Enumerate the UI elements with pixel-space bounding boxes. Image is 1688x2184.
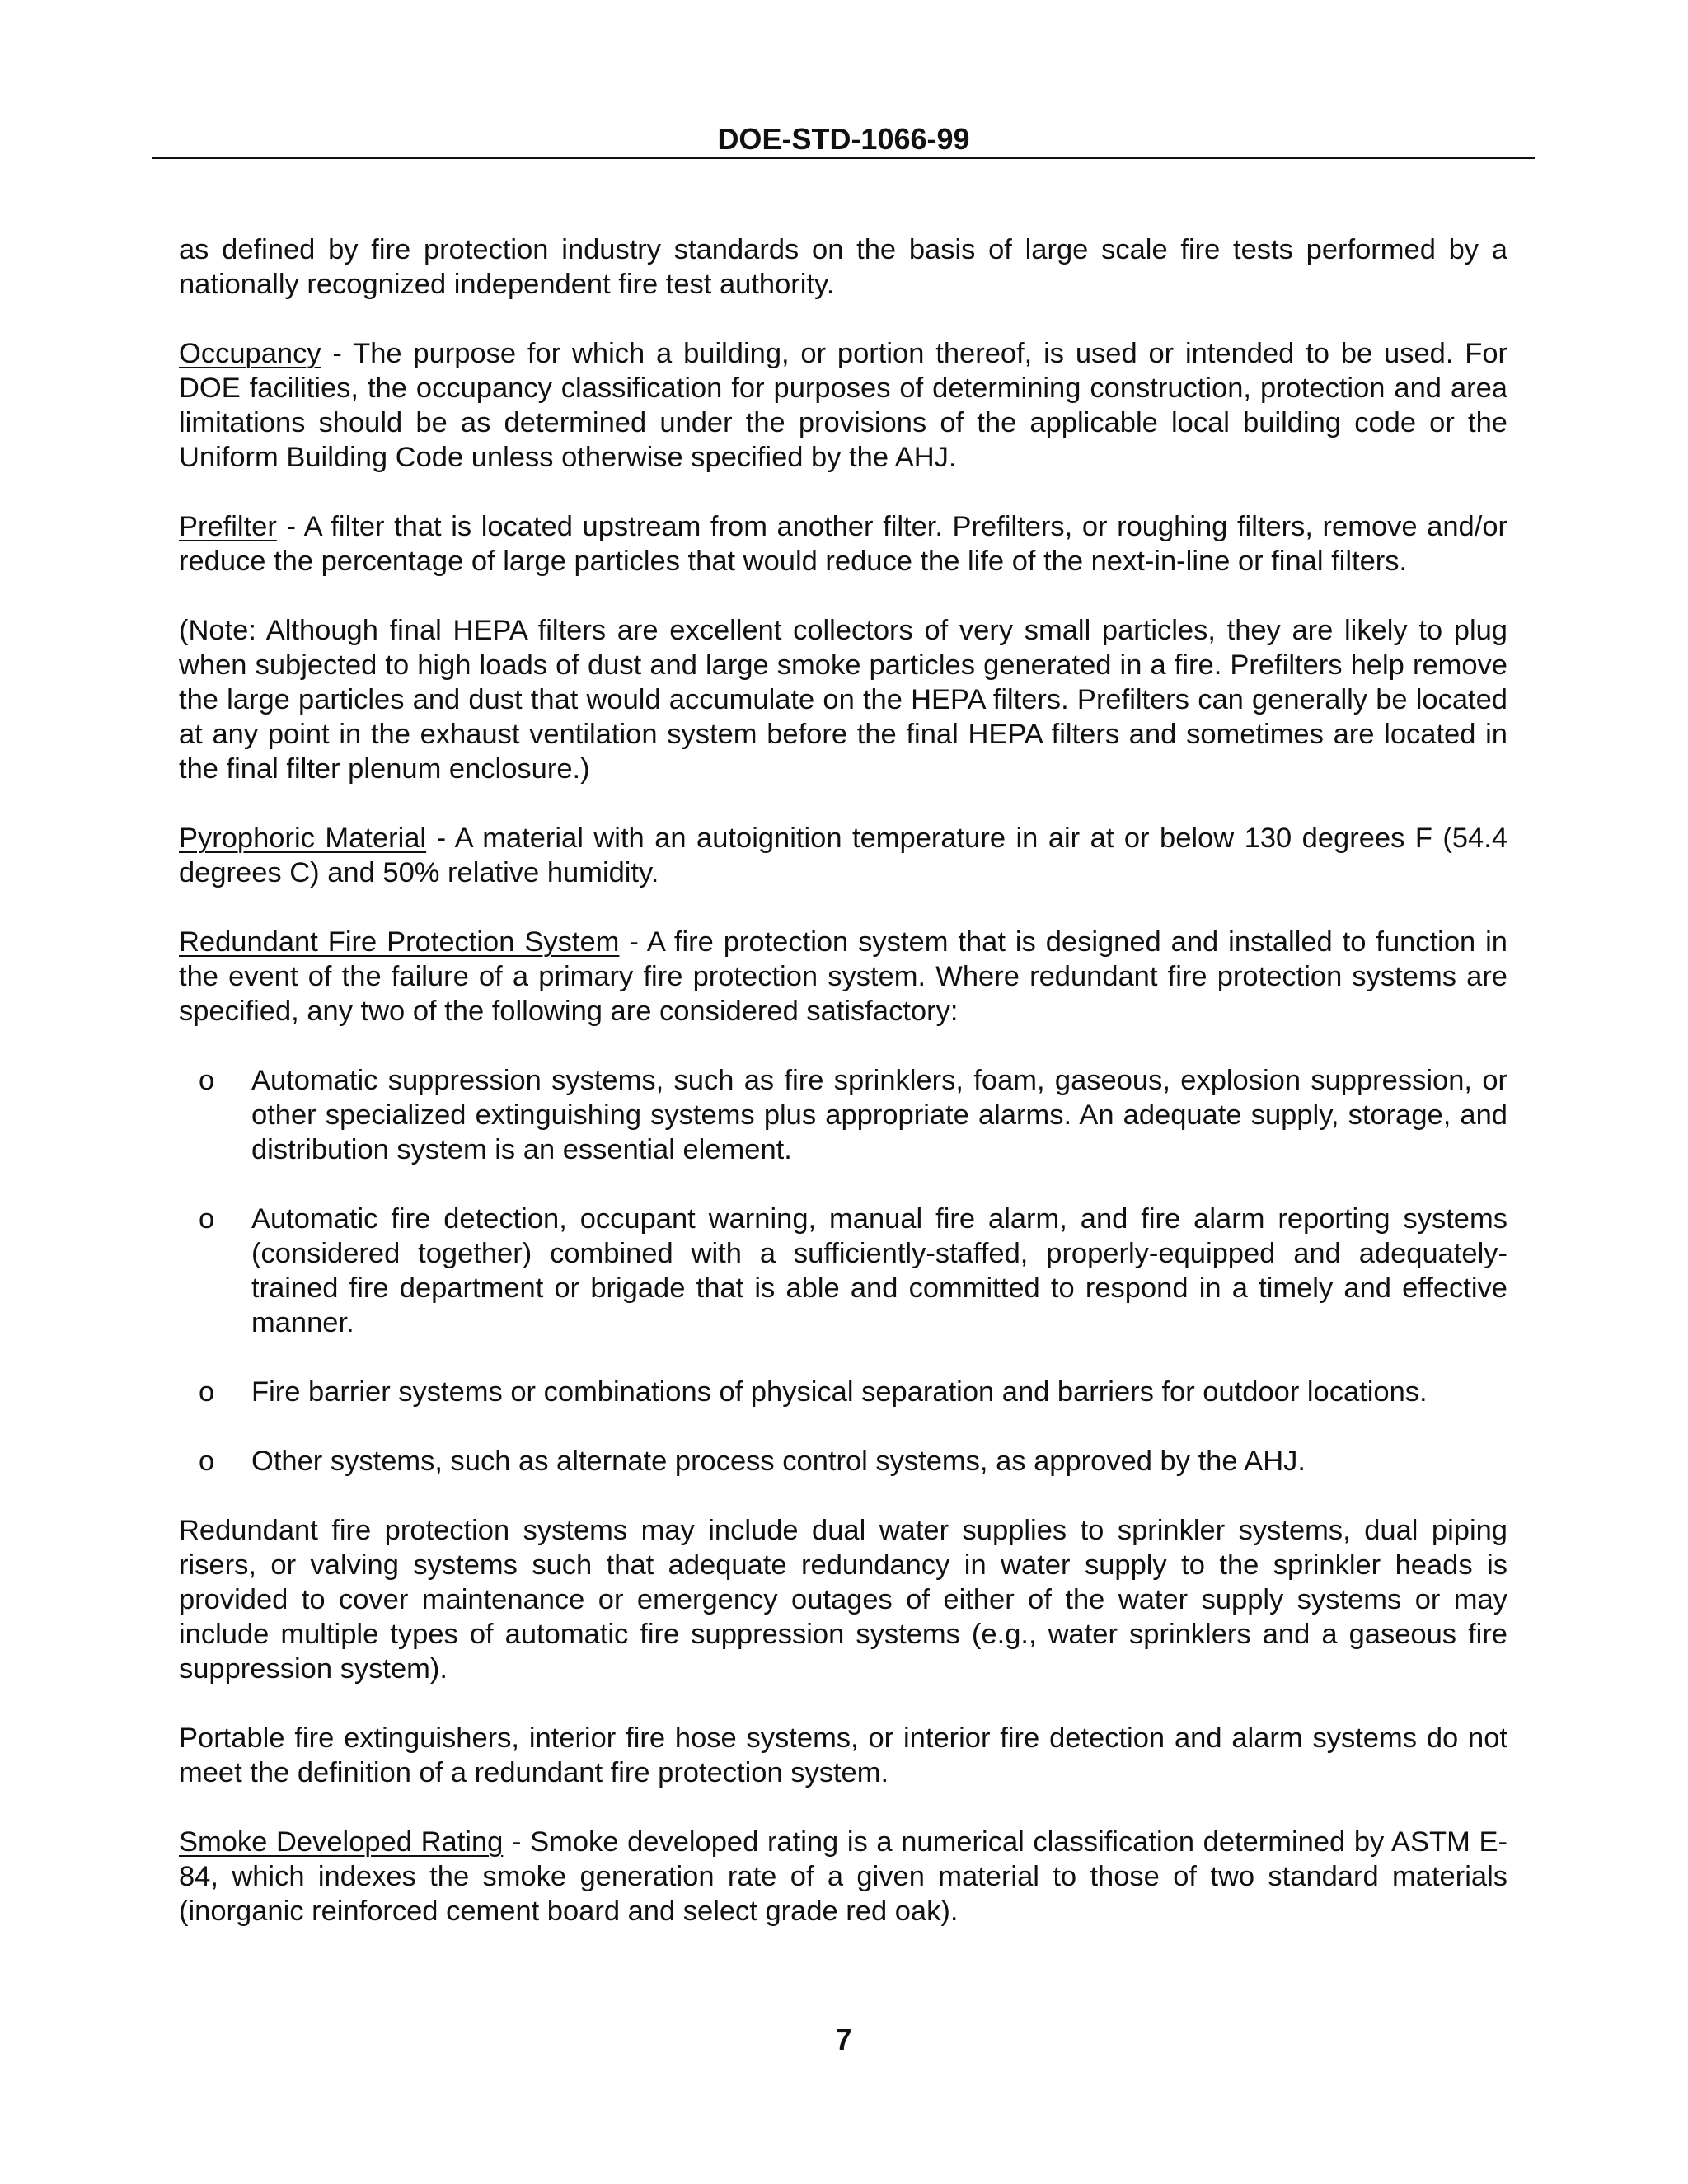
portable-extinguishers-paragraph: Portable fire extinguishers, interior fire hose systems, or interior fire detection and alarm systems do not meet the definition of a redundant fire protection system. [179,1722,1507,1788]
term-smoke-developed-rating: Smoke Developed Rating [179,1826,504,1858]
bullet-marker: o [199,1446,215,1477]
document-id-header: DOE-STD-1066-99 [717,122,970,156]
header-rule [152,157,1535,159]
term-prefilter: Prefilter [179,511,277,542]
list-item-text: Automatic fire detection, occupant warning, manual fire alarm, and fire alarm reporting systems (considered together) combined with a sufficiently-staffed, properly-equipped and adequately-trained fire department or brigade that is able and committed to respond in a timely and effective manner. [251,1203,1507,1338]
page-number: 7 [835,2022,852,2056]
list-item-text: Other systems, such as alternate process control systems, as approved by the AHJ. [251,1446,1306,1477]
bullet-marker: o [199,1376,215,1408]
term-occupancy: Occupancy [179,338,321,369]
definition-text: - Smoke developed rating is a numerical classification determined by ASTM E-84, which indexes the smoke generation rate of a given material to those of two standard materials (inorganic reinforced cement board and select grade red oak). [179,1826,1507,1927]
definition-text: - A fire protection system that is designed and installed to function in the event of the failure of a primary fire protection system. Where redundant fire protection systems are specified, any two of the following are considered satisfactory: [179,926,1507,1027]
definition-text: - The purpose for which a building, or portion thereof, is used or intended to be used. For DOE facilities, the occupancy classification for purposes of determining construction, protection and area limitations should be as determined under the provisions of the applicable local building code or the Uniform Building Code unless otherwise specified by the AHJ. [179,338,1507,473]
prefilter-note: (Note: Although final HEPA filters are excellent collectors of very small particles, they are likely to plug when subjected to high loads of dust and large smoke particles generated in a fire. Prefilters help remove the large particles and dust that would accumulate on the HEPA filters. Prefilters can generally be located at any point in the exhaust ventilation system before the final HEPA filters and sometimes are located in the final filter plenum enclosure.) [179,615,1507,785]
definition-text: - A material with an autoignition temperature in air at or below 130 degrees F (54.4 degrees C) and 50% relative humidity. [179,823,1508,888]
term-pyrophoric-material: Pyrophoric Material [179,823,427,854]
satisfactory-systems-list [179,1063,1507,1479]
definition-occupancy [179,336,1507,475]
definition-pyrophoric-material [179,821,1507,890]
list-item-text: Automatic suppression systems, such as fire sprinklers, foam, gaseous, explosion suppression, or other specialized extinguishing systems plus appropriate alarms. An adequate supply, storage, and distribution system is an essential element. [251,1065,1507,1165]
list-item [179,1063,1507,1167]
continuation-paragraph: as defined by fire protection industry standards on the basis of large scale fire tests performed by a nationally recognized independent fire test authority. [179,234,1507,300]
bullet-marker: o [199,1065,215,1096]
list-item [179,1202,1507,1340]
list-item [179,1375,1507,1409]
definition-text: - A filter that is located upstream from another filter. Prefilters, or roughing filters, remove and/or reduce the percentage of large particles that would reduce the life of the next-in-line or final filters. [179,511,1507,577]
page-content [179,232,1507,1963]
list-item [179,1444,1507,1479]
definition-redundant-fire-protection-system [179,925,1507,1029]
bullet-marker: o [199,1203,215,1235]
term-redundant-fire-protection-system: Redundant Fire Protection System [179,926,620,958]
redundant-systems-paragraph: Redundant fire protection systems may include dual water supplies to sprinkler systems, dual piping risers, or valving systems such that adequate redundancy in water supply to the sprinkler heads is provided to cover maintenance or emergency outages of either of the water supply systems or may include multiple types of automatic fire suppression systems (e.g., water sprinklers and a gaseous fire suppression system). [179,1515,1507,1685]
list-item-text: Fire barrier systems or combinations of physical separation and barriers for outdoor locations. [251,1376,1428,1408]
definition-smoke-developed-rating [179,1825,1507,1929]
definition-prefilter [179,509,1507,579]
